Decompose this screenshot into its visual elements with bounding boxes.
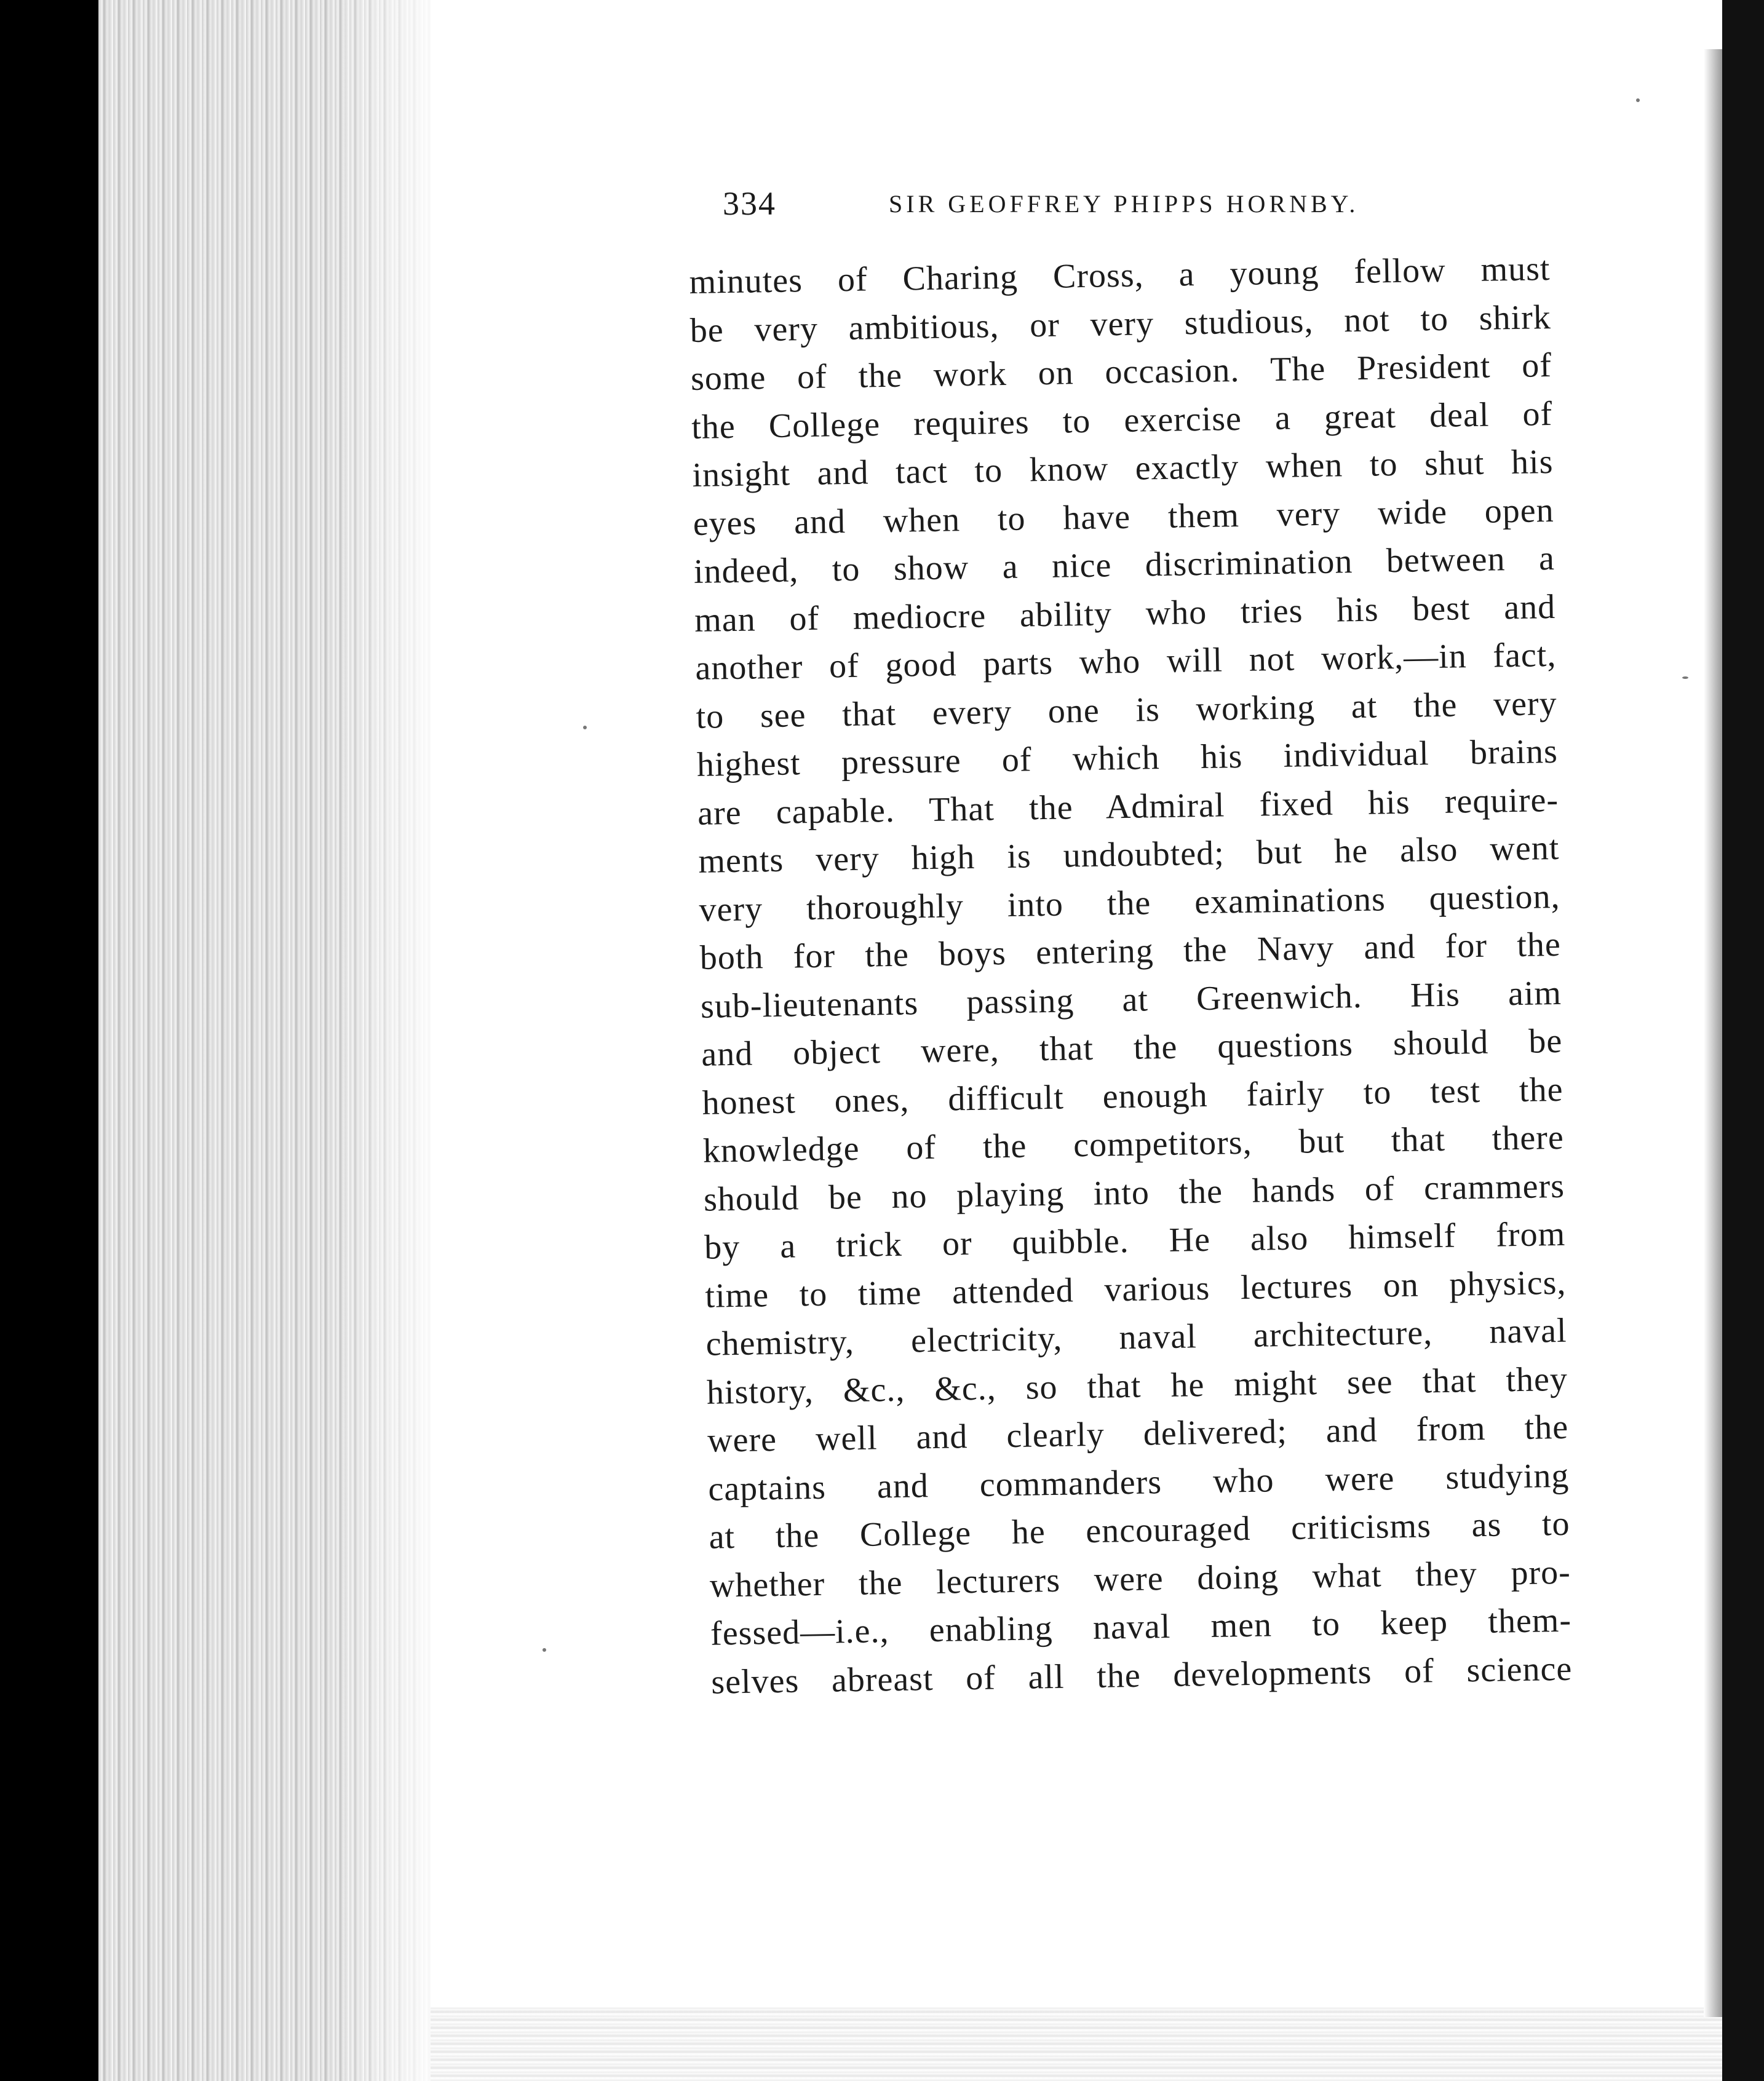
page-header xyxy=(723,184,1559,234)
scan-speck xyxy=(583,726,587,729)
text-line: be very ambitious, or very studious, not to shirk xyxy=(689,298,1552,350)
text-line: another of good parts who will not work,—in fact, xyxy=(694,635,1557,688)
body-text xyxy=(689,245,1573,1706)
text-line: minutes of Charing Cross, a young fellow must xyxy=(689,250,1551,301)
page-bottom-edges xyxy=(431,2007,1734,2081)
text-line: and object were, that the questions should be xyxy=(701,1021,1563,1074)
text-line: man of mediocre ability who tries his best and xyxy=(694,587,1556,640)
scan-speck xyxy=(1682,676,1688,679)
text-line: sub-lieutenants passing at Greenwich. His aim xyxy=(700,973,1562,1026)
text-line: some of the work on occasion. The President of xyxy=(690,346,1552,398)
text-line: fessed—i.e., enabling naval men to keep them- xyxy=(710,1601,1572,1653)
text-line: should be no playing into the hands of crammers xyxy=(703,1167,1565,1219)
text-line: eyes and when to have them very wide open xyxy=(693,491,1555,543)
scan-speck xyxy=(542,1648,546,1652)
text-line: knowledge of the competitors, but that there xyxy=(702,1118,1565,1170)
book-page-edges xyxy=(98,0,443,2081)
text-line: chemistry, electricity, naval architecture, naval xyxy=(705,1311,1568,1363)
page-right-edge xyxy=(1704,49,1722,2017)
text-line: were well and clearly delivered; and from the xyxy=(707,1408,1569,1460)
text-line: time to time attended various lectures on physics, xyxy=(705,1263,1567,1315)
page-number: 334 xyxy=(723,185,776,222)
text-line: by a trick or quibble. He also himself from xyxy=(704,1215,1566,1267)
text-line: insight and tact to know exactly when to shut his xyxy=(692,442,1554,494)
scan-border-right xyxy=(1722,0,1764,2081)
text-line: very thoroughly into the examinations question, xyxy=(699,877,1560,929)
running-head: SIR GEOFFREY PHIPPS HORNBY. xyxy=(889,190,1359,218)
text-line: selves abreast of all the developments of science xyxy=(710,1649,1573,1702)
text-line: the College requires to exercise a great deal of xyxy=(691,394,1553,446)
text-line: are capable. That the Admiral fixed his require- xyxy=(697,780,1559,833)
text-line: at the College he encouraged criticisms as to xyxy=(709,1504,1570,1556)
text-line: to see that every one is working at the very xyxy=(696,684,1558,736)
text-line: whether the lecturers were doing what they pro- xyxy=(709,1553,1571,1605)
text-line: honest ones, difficult enough fairly to test the xyxy=(702,1070,1563,1122)
text-line: ments very high is undoubted; but he also went xyxy=(697,828,1560,881)
text-line: captains and commanders who were studying xyxy=(707,1456,1570,1508)
text-line: indeed, to show a nice discrimination between a xyxy=(693,539,1555,591)
text-line: both for the boys entering the Navy and for the xyxy=(699,925,1562,977)
text-line: history, &c., &c., so that he might see that they xyxy=(706,1360,1568,1412)
text-line: highest pressure of which his individual brains xyxy=(696,732,1559,784)
scan-speck xyxy=(1636,98,1640,102)
